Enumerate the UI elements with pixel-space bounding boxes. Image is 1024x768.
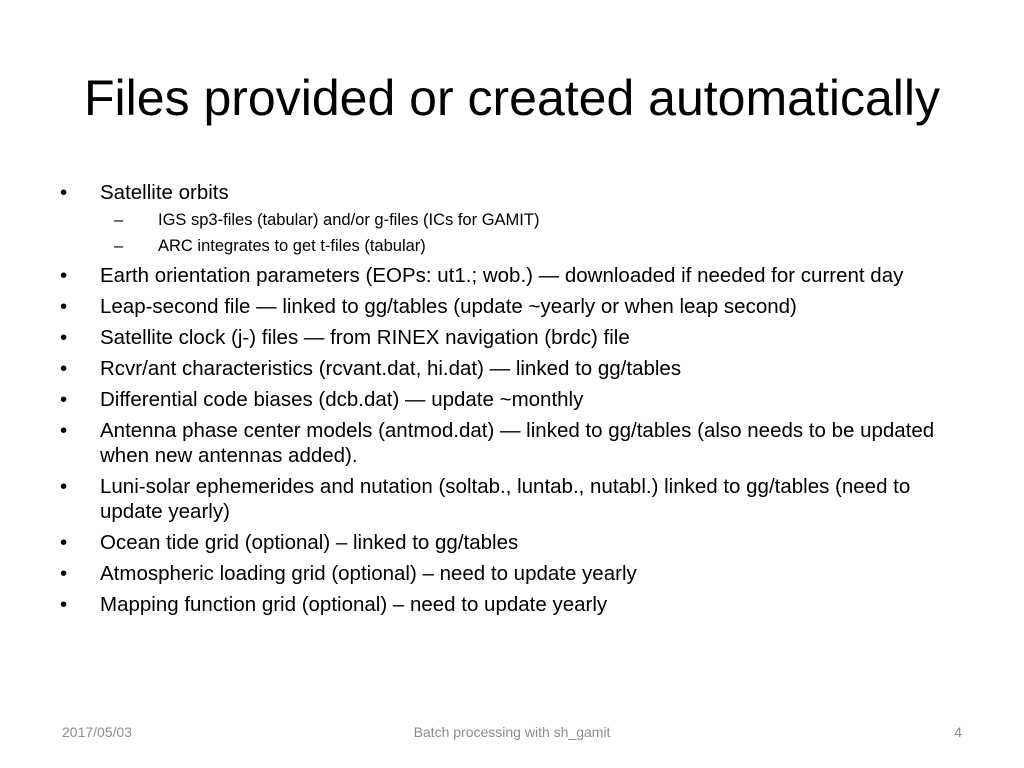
bullet-text: Mapping function grid (optional) – need to update yearly xyxy=(100,593,608,616)
sub-bullet-text: IGS sp3-files (tabular) and/or g-files (ICs for GAMIT) xyxy=(158,211,540,229)
bullet-icon: • xyxy=(60,388,68,411)
bullet-text: Leap-second file — linked to gg/tables (update ~yearly or when leap second) xyxy=(100,295,797,318)
bullet-text: Satellite orbits xyxy=(100,181,229,204)
footer-title: Batch processing with sh_gamit xyxy=(413,724,611,740)
bullet-list xyxy=(60,180,960,623)
sub-bullet-item xyxy=(114,235,960,257)
bullet-item xyxy=(60,592,960,617)
sub-bullet-list xyxy=(100,209,960,257)
bullet-item xyxy=(60,474,960,524)
bullet-icon: • xyxy=(60,357,68,380)
bullet-text: Earth orientation parameters (EOPs: ut1.; wob.) — downloaded if needed for current day xyxy=(100,264,904,287)
bullet-item xyxy=(60,325,960,350)
bullet-text: Satellite clock (j-) files — from RINEX navigation (brdc) file xyxy=(100,326,630,349)
dash-icon: – xyxy=(114,237,124,255)
bullet-icon: • xyxy=(60,264,68,287)
page-number: 4 xyxy=(954,724,962,740)
bullet-text: Antenna phase center models (antmod.dat) — linked to gg/tables (also needs to be updated when new antennas added). xyxy=(100,419,935,467)
bullet-icon: • xyxy=(60,419,68,442)
sub-bullet-text: ARC integrates to get t-files (tabular) xyxy=(158,237,426,255)
sub-bullet-item xyxy=(114,209,960,231)
bullet-item xyxy=(60,418,960,468)
bullet-text: Ocean tide grid (optional) – linked to gg/tables xyxy=(100,531,519,554)
bullet-item xyxy=(60,530,960,555)
bullet-item xyxy=(60,387,960,412)
bullet-icon: • xyxy=(60,475,68,498)
bullet-icon: • xyxy=(60,295,68,318)
bullet-item xyxy=(60,180,960,257)
bullet-item xyxy=(60,561,960,586)
slide-title: Files provided or created automatically xyxy=(84,70,940,126)
bullet-icon: • xyxy=(60,562,68,585)
bullet-icon: • xyxy=(60,181,68,204)
dash-icon: – xyxy=(114,211,124,229)
bullet-item xyxy=(60,356,960,381)
bullet-text: Atmospheric loading grid (optional) – need to update yearly xyxy=(100,562,637,585)
bullet-item xyxy=(60,263,960,288)
bullet-text: Differential code biases (dcb.dat) — update ~monthly xyxy=(100,388,584,411)
bullet-icon: • xyxy=(60,326,68,349)
footer-date: 2017/05/03 xyxy=(62,724,133,740)
bullet-icon: • xyxy=(60,531,68,554)
bullet-icon: • xyxy=(60,593,68,616)
bullet-item xyxy=(60,294,960,319)
bullet-text: Luni-solar ephemerides and nutation (soltab., luntab., nutabl.) linked to gg/tables (need to update yearly) xyxy=(100,475,911,523)
bullet-text: Rcvr/ant characteristics (rcvant.dat, hi.dat) — linked to gg/tables xyxy=(100,357,682,380)
